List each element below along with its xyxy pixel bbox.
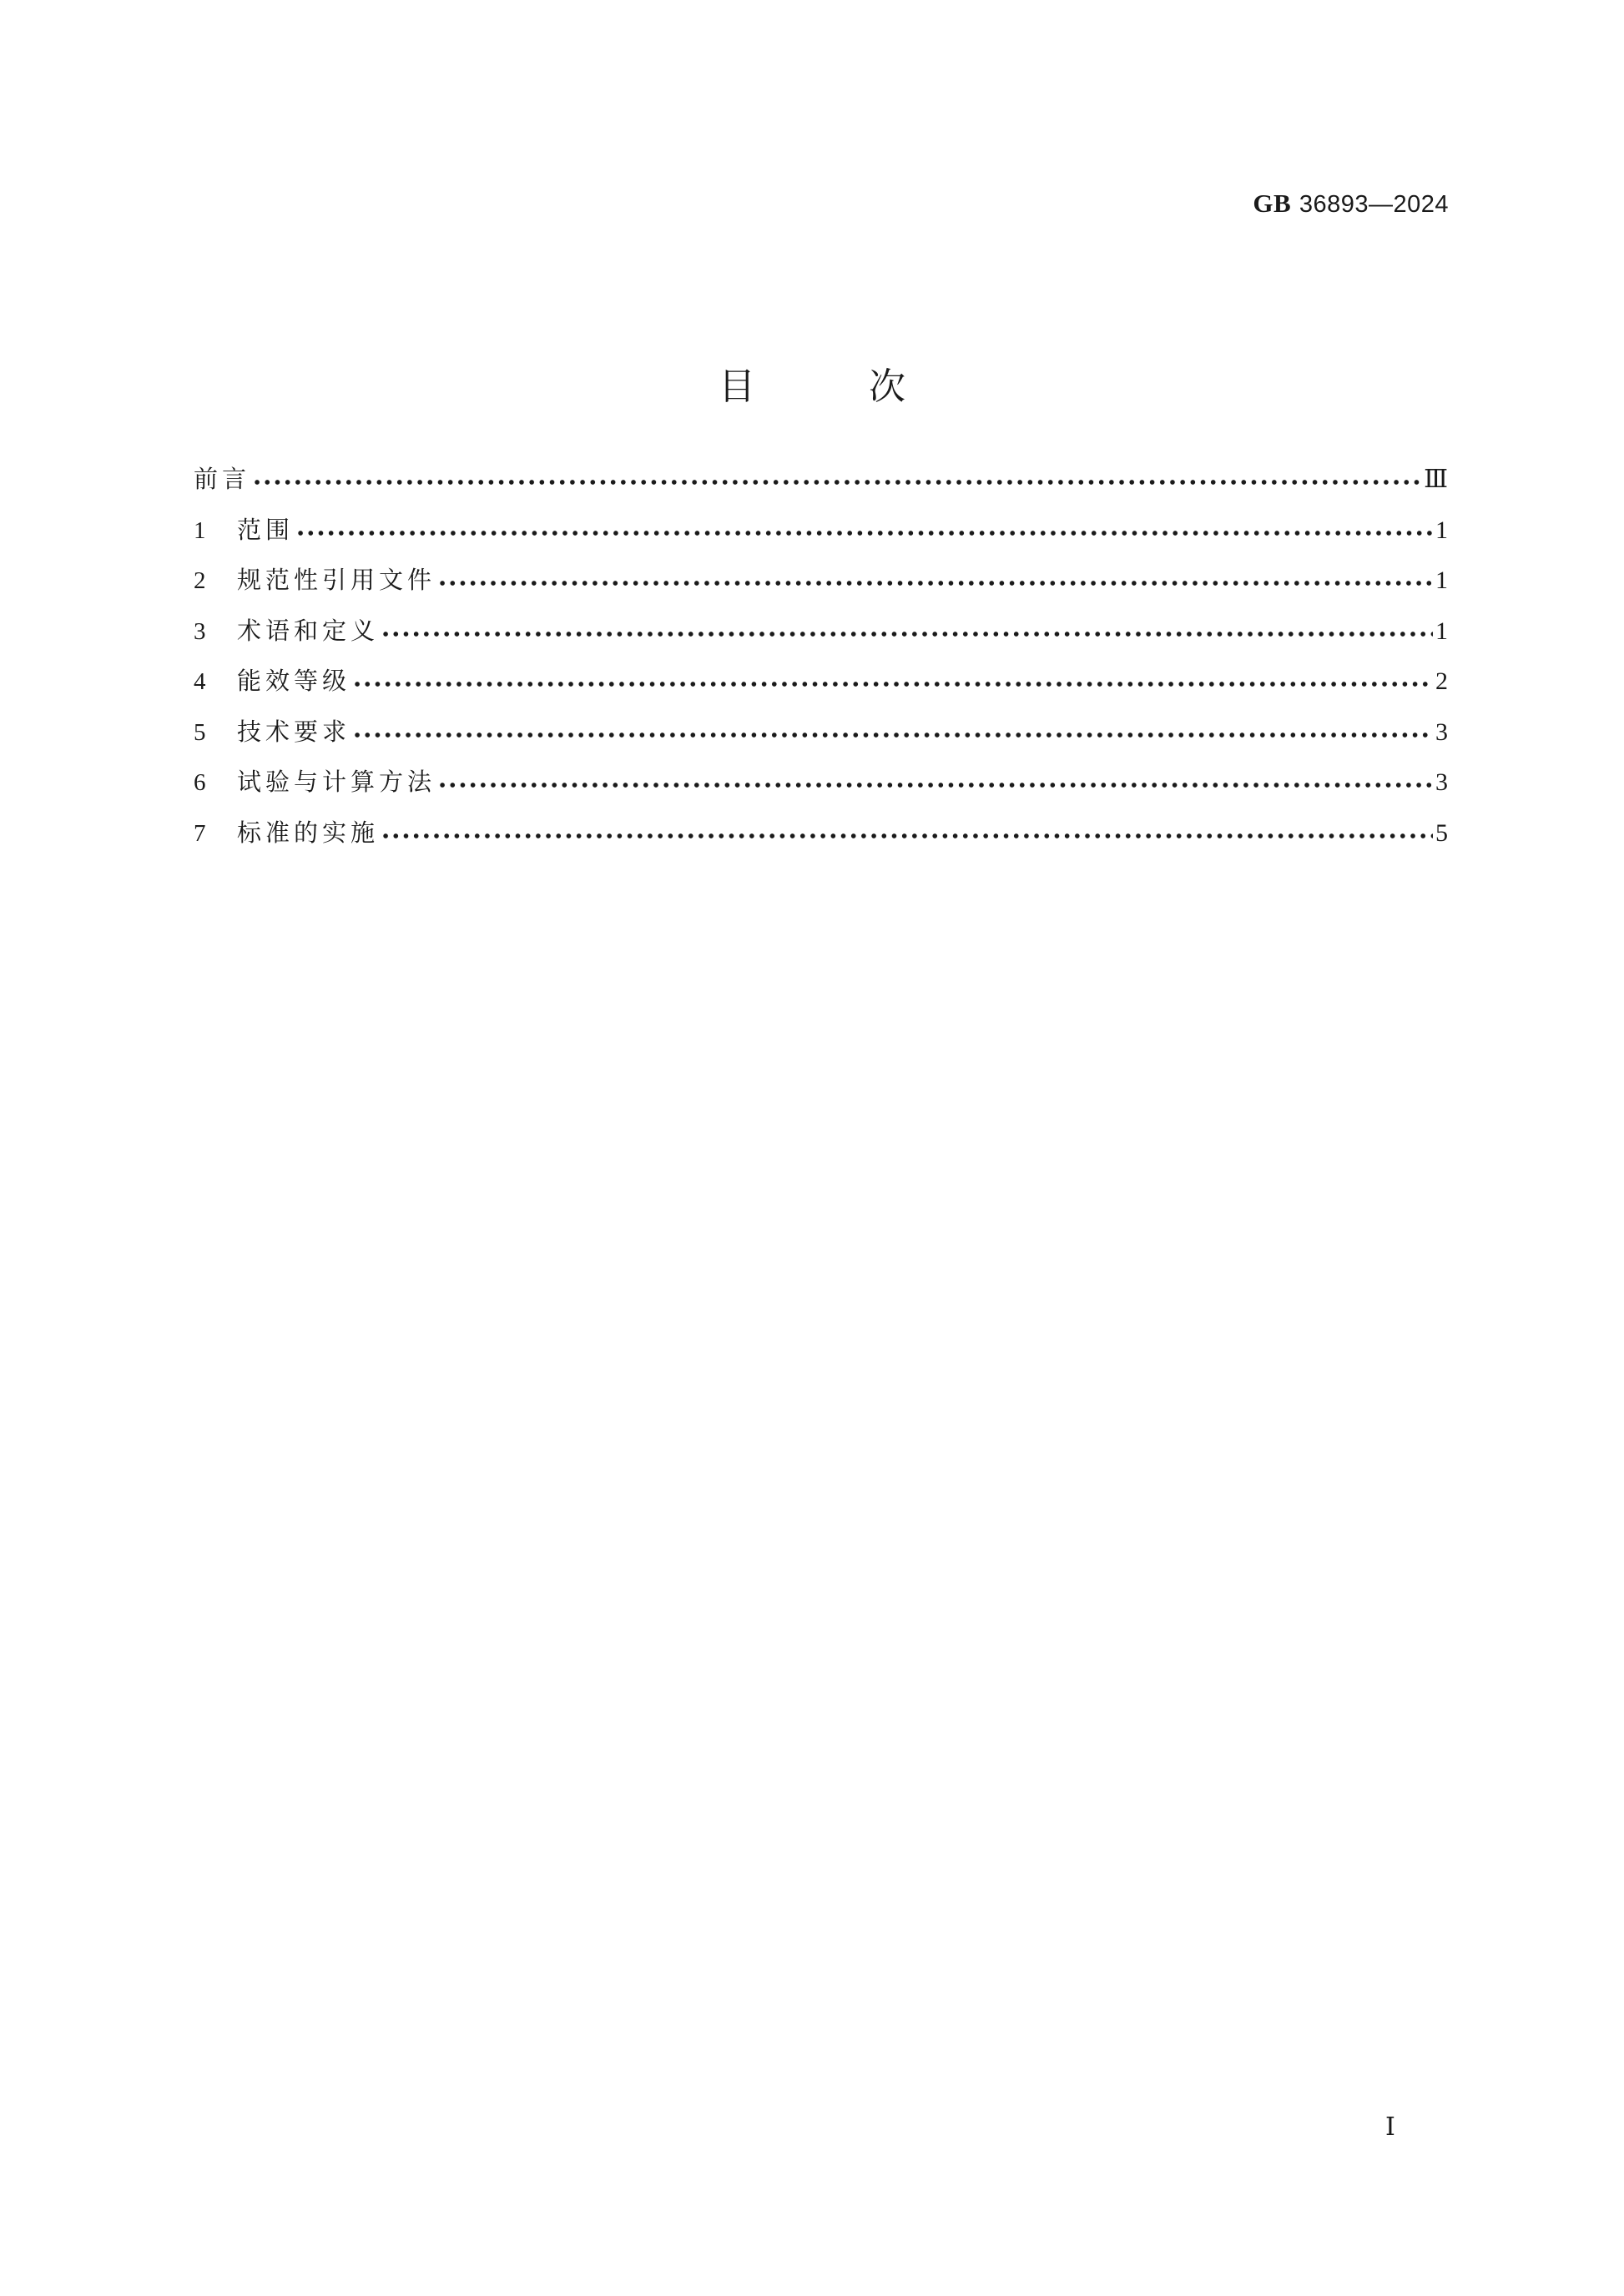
table-of-contents [194,462,1448,866]
standard-prefix: GB [1253,189,1292,218]
toc-entry-label: 规范性引用文件 [237,566,436,594]
toc-entry-number: 6 [194,769,206,796]
toc-entry-label: 技术要求 [237,717,351,746]
toc-entry-page: Ⅲ [1424,466,1448,493]
title-char-2: 次 [869,365,905,409]
dot-leader [437,781,1433,789]
toc-entry-6[interactable] [194,765,1448,816]
standard-number: 36893—2024 [1299,191,1449,218]
dot-leader [252,478,1422,486]
toc-entry-7[interactable] [194,816,1448,867]
toc-entry-number: 7 [194,819,206,847]
dot-leader [352,680,1433,688]
toc-entry-foreword[interactable] [194,462,1448,513]
toc-entry-label: 能效等级 [237,667,351,695]
toc-entry-page: 1 [1435,566,1448,594]
dot-leader [381,630,1433,638]
dot-leader [295,529,1433,537]
toc-entry-number: 5 [194,718,206,746]
toc-entry-page: 1 [1435,617,1448,645]
dot-leader [352,731,1433,739]
standard-code-header [1253,189,1449,219]
toc-entry-page: 3 [1435,718,1448,746]
toc-entry-page: 5 [1435,818,1448,847]
toc-entry-label: 范围 [237,515,295,544]
dot-leader [381,832,1433,840]
toc-entry-number: 2 [194,567,206,594]
page-title [0,356,1624,410]
title-char-1: 目 [719,365,755,409]
toc-entry-page: 2 [1435,667,1448,695]
toc-entry-3[interactable] [194,614,1448,665]
dot-leader [437,579,1433,587]
toc-entry-5[interactable] [194,715,1448,766]
toc-entry-page: 3 [1435,768,1448,796]
toc-entry-page: 1 [1435,516,1448,544]
toc-entry-label: 试验与计算方法 [237,768,436,796]
toc-entry-label: 标准的实施 [237,818,380,847]
toc-entry-number: 1 [194,516,206,544]
toc-entry-2[interactable] [194,563,1448,614]
toc-entry-number: 4 [194,668,206,695]
toc-entry-1[interactable] [194,513,1448,564]
toc-entry-number: 3 [194,617,206,645]
toc-entry-label: 术语和定义 [237,616,380,645]
page-number: Ⅰ [1385,2113,1395,2141]
toc-entry-label: 前言 [194,465,251,493]
toc-entry-4[interactable] [194,664,1448,715]
